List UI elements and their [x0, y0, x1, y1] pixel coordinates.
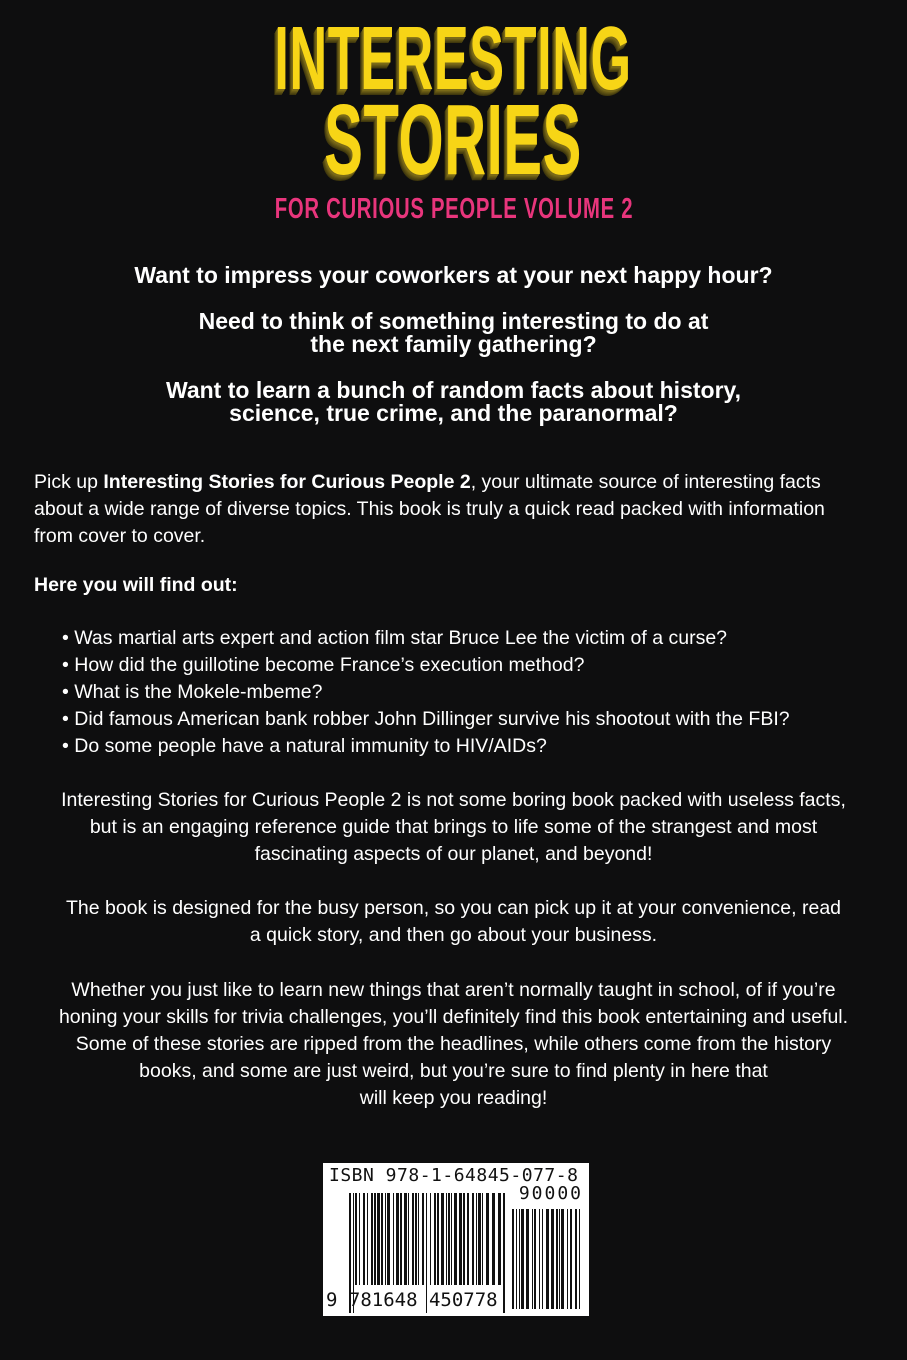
- question-line: Want to impress your coworkers at your next happy hour?: [134, 262, 773, 288]
- barcode-bar: [371, 1193, 373, 1285]
- barcode-bar: [446, 1193, 447, 1285]
- barcode-bar: [467, 1193, 469, 1285]
- barcode-bar: [393, 1193, 394, 1285]
- paragraph-line: will keep you reading!: [359, 1087, 548, 1109]
- barcode-bar: [422, 1193, 424, 1285]
- addon-label: 90000: [518, 1183, 583, 1204]
- barcode-bar: [503, 1193, 505, 1313]
- paragraph-line: a quick story, and then go about your business.: [249, 924, 658, 946]
- question-line: science, true crime, and the paranormal?: [229, 400, 678, 426]
- subtitle: [0, 193, 907, 225]
- barcode-bar: [492, 1193, 495, 1285]
- book-name: Interesting Stories for Curious People 2: [103, 471, 471, 493]
- barcode-bar: [430, 1193, 431, 1285]
- barcode-bar: [567, 1209, 568, 1309]
- barcode-bar: [526, 1209, 529, 1309]
- question-2: [0, 310, 907, 356]
- barcode-bar: [387, 1193, 390, 1285]
- ean-number: 9 781648 450778: [326, 1289, 498, 1311]
- intro-prefix: Pick up: [34, 471, 104, 493]
- barcode-bar: [381, 1193, 383, 1285]
- barcode-bar: [459, 1193, 462, 1285]
- barcode-bar: [551, 1209, 554, 1309]
- list-item: • Do some people have a natural immunity to HIV/AIDs?: [62, 735, 547, 757]
- list-item: • Did famous American bank robber John Dillinger survive his shootout with the FBI?: [62, 708, 790, 730]
- barcode-bar: [478, 1193, 481, 1285]
- barcode-bar: [559, 1209, 560, 1309]
- title-text: STORIES: [324, 84, 583, 196]
- barcode-bar: [498, 1193, 501, 1285]
- list-item: • How did the guillotine become France’s execution method?: [62, 654, 585, 676]
- paragraph-line: Interesting Stories for Curious People 2 is not some boring book packed with useless facts,: [61, 789, 846, 811]
- barcode-bar: [374, 1193, 376, 1285]
- paragraph-2: [0, 895, 907, 949]
- barcode-bar: [482, 1193, 483, 1285]
- paragraph-line: honing your skills for trivia challenges, you’ll definitely find this book entertaining and useful.: [58, 1006, 849, 1028]
- barcode-bar: [512, 1209, 514, 1309]
- paragraph-line: fascinating aspects of our planet, and beyond!: [254, 843, 653, 865]
- question-1: [0, 264, 907, 287]
- subtitle-text: FOR CURIOUS PEOPLE VOLUME 2: [274, 193, 633, 225]
- barcode-bar: [556, 1209, 558, 1309]
- barcode-bar: [418, 1193, 419, 1285]
- barcode-bar: [437, 1193, 439, 1285]
- barcode-bar: [404, 1193, 407, 1285]
- barcode-bar: [575, 1209, 577, 1309]
- barcode-bar: [400, 1193, 402, 1285]
- barcode-bar: [385, 1193, 386, 1285]
- barcode-bar: [415, 1193, 417, 1285]
- barcode-bar: [434, 1193, 436, 1285]
- barcode-bar: [377, 1193, 380, 1285]
- barcode-bar: [476, 1193, 477, 1285]
- isbn-barcode: [323, 1163, 589, 1316]
- intro-line: [34, 469, 825, 496]
- addon-barcode-bars: [512, 1209, 582, 1309]
- intro-line: about a wide range of diverse topics. This book is truly a quick read packed with information: [34, 498, 825, 520]
- barcode-bar: [448, 1193, 450, 1285]
- barcode-bar: [451, 1193, 452, 1285]
- barcode-bar: [516, 1209, 517, 1309]
- find-out-heading: Here you will find out:: [34, 574, 238, 596]
- barcode-bar: [355, 1193, 357, 1285]
- paragraph-line: but is an engaging reference guide that brings to life some of the strangest and most: [89, 816, 818, 838]
- intro-rest: , your ultimate source of interesting facts: [470, 471, 821, 493]
- barcode-bar: [463, 1193, 465, 1285]
- intro-paragraph: [34, 469, 825, 550]
- title-text: INTERESTING: [274, 9, 633, 109]
- barcode-bar: [472, 1193, 474, 1285]
- barcode-bar: [486, 1193, 489, 1285]
- barcode-bar: [408, 1193, 409, 1285]
- list-item: • What is the Mokele-mbeme?: [62, 681, 323, 703]
- barcode-bar: [454, 1193, 457, 1285]
- list-item: • Was martial arts expert and action film star Bruce Lee the victim of a curse?: [62, 627, 728, 649]
- barcode-bar: [521, 1209, 524, 1309]
- paragraph-3: [0, 977, 907, 1112]
- barcode-bar: [570, 1209, 572, 1309]
- paragraph-line: The book is designed for the busy person, so you can pick up it at your convenience, read: [65, 897, 842, 919]
- barcode-bar: [539, 1209, 540, 1309]
- question-line: Want to learn a bunch of random facts about history,: [165, 377, 742, 403]
- barcode-bar: [412, 1193, 414, 1285]
- barcode-bar: [363, 1193, 365, 1285]
- barcode-bar: [532, 1209, 533, 1309]
- isbn-label: ISBN 978-1-64845-077-8: [329, 1165, 579, 1186]
- paragraph-line: Some of these stories are ripped from the headlines, while others come from the history: [75, 1033, 832, 1055]
- barcode-bar: [561, 1209, 564, 1309]
- barcode-bar: [359, 1193, 360, 1285]
- question-3: [0, 379, 907, 425]
- paragraph-line: books, and some are just weird, but you’re sure to find plenty in here that: [139, 1060, 768, 1082]
- question-line: the next family gathering?: [310, 331, 597, 357]
- barcode-bar: [367, 1193, 368, 1285]
- barcode-bar: [519, 1209, 520, 1309]
- paragraph-1: [0, 787, 907, 868]
- barcode-bar: [579, 1209, 580, 1309]
- title-line-2: [0, 84, 907, 196]
- barcode-bar: [396, 1193, 399, 1285]
- question-line: Need to think of something interesting to do at: [198, 308, 709, 334]
- bullet-list: [62, 625, 790, 760]
- intro-line: from cover to cover.: [34, 525, 206, 547]
- paragraph-line: Whether you just like to learn new things that aren’t normally taught in school, of if you’re: [71, 979, 836, 1001]
- barcode-bar: [534, 1209, 536, 1309]
- barcode-bar: [546, 1209, 549, 1309]
- barcode-bar: [441, 1193, 444, 1285]
- barcode-bar: [542, 1209, 543, 1309]
